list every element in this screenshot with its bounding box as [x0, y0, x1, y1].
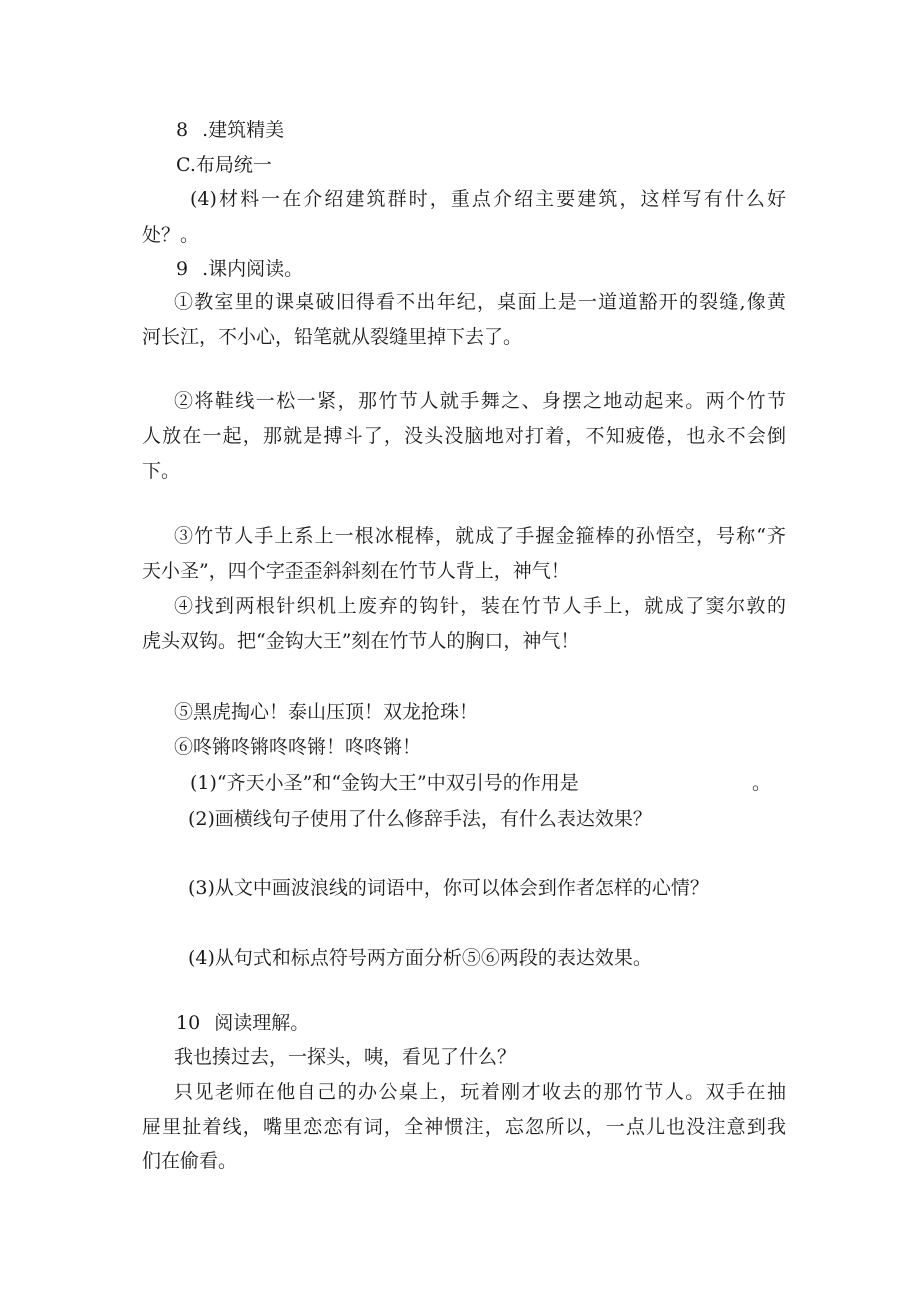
- q10-title: 阅读理解。: [214, 1012, 310, 1034]
- q10-heading: [176, 1008, 309, 1038]
- q8-sub4-line1: (4)材料一在介绍建筑群时，重点介绍主要建筑，这样写有什么好: [190, 188, 786, 210]
- q9-paragraph-4: [174, 591, 786, 621]
- q9-paragraph-5: ⑤黑虎掏心！泰山压顶！双龙抢珠！: [174, 701, 479, 723]
- q9-p2-line3: 下。: [142, 460, 181, 482]
- q9-p3-line2: 天小圣”，四个字歪歪斜斜刻在竹节人背上，神气！: [142, 560, 570, 582]
- q9-number: 9: [176, 258, 189, 280]
- q10-paragraph-2: [174, 1077, 786, 1107]
- q9-sub4: (4)从句式和标点符号两方面分析⑤⑥两段的表达效果。: [188, 947, 652, 969]
- q9-p1-line1: ①教室里的课桌破旧得看不出年纪，桌面上是一道道豁开的裂缝,像黄: [174, 291, 786, 313]
- q10-paragraph-2b: [142, 1112, 786, 1142]
- q8-sub4-line2: 处？。: [142, 224, 200, 246]
- q9-sub3: (3)从文中画波浪线的词语中，你可以体会到作者怎样的心情？: [188, 877, 709, 899]
- q9-p2-line1: ②将鞋线一松一紧，那竹节人就手舞之、身摆之地动起来。两个竹节: [174, 390, 786, 412]
- q8-number: 8: [176, 119, 189, 141]
- q9-sub2: (2)画横线句子使用了什么修辞手法，有什么表达效果？: [188, 808, 652, 830]
- q9-p2-line2: 人放在一起，那就是搏斗了，没头没脑地对打着，不知疲倦，也永不会倒: [142, 425, 786, 447]
- q10-paragraph-1: 我也揍过去，一探头，咦，看见了什么？: [174, 1046, 517, 1068]
- q9-paragraph-3: [174, 521, 786, 551]
- q10-p2-line3: 们在偷看。: [142, 1150, 238, 1172]
- q9-sub1-end: 。: [752, 772, 772, 794]
- q9-paragraph-2b: [142, 421, 786, 451]
- q9-p3-line1: ③竹节人手上系上一根冰棍棒，就成了手握金箍棒的孙悟空，号称“齐: [174, 525, 786, 547]
- q9-sub1: (1)“齐天小圣”和“金钩大王”中双引号的作用是: [190, 772, 579, 794]
- q9-title: .课内阅读。: [202, 258, 304, 280]
- q9-p4-line1: ④找到两根针织机上废弃的钩针，装在竹节人手上，就成了窦尔敦的: [174, 595, 786, 617]
- q8-option-b-text: .建筑精美: [202, 119, 285, 141]
- q10-p2-line1: 只见老师在他自己的办公桌上，玩着刚才收去的那竹节人。双手在抽: [174, 1081, 786, 1103]
- q8-option-b: [176, 115, 284, 145]
- q9-paragraph-2: [174, 386, 786, 416]
- q9-heading: [176, 254, 303, 284]
- q8-sub4: [190, 184, 786, 214]
- q9-paragraph-6: ⑥咚锵咚锵咚咚锵！咚咚锵！: [174, 736, 422, 758]
- q10-p2-line2: 屉里扯着线，嘴里恋恋有词，全神惯注，忘忽所以，一点儿也没注意到我: [142, 1116, 786, 1138]
- q9-p1-line2: 河长江，不小心，铅笔就从裂缝里掉下去了。: [142, 326, 523, 348]
- q8-option-c: C.布局统一: [176, 154, 272, 176]
- q9-p4-line2: 虎头双钩。把“金钩大王”刻在竹节人的胸口，神气！: [142, 630, 580, 652]
- q10-number: 10: [176, 1012, 201, 1034]
- q9-paragraph-1: [174, 287, 786, 317]
